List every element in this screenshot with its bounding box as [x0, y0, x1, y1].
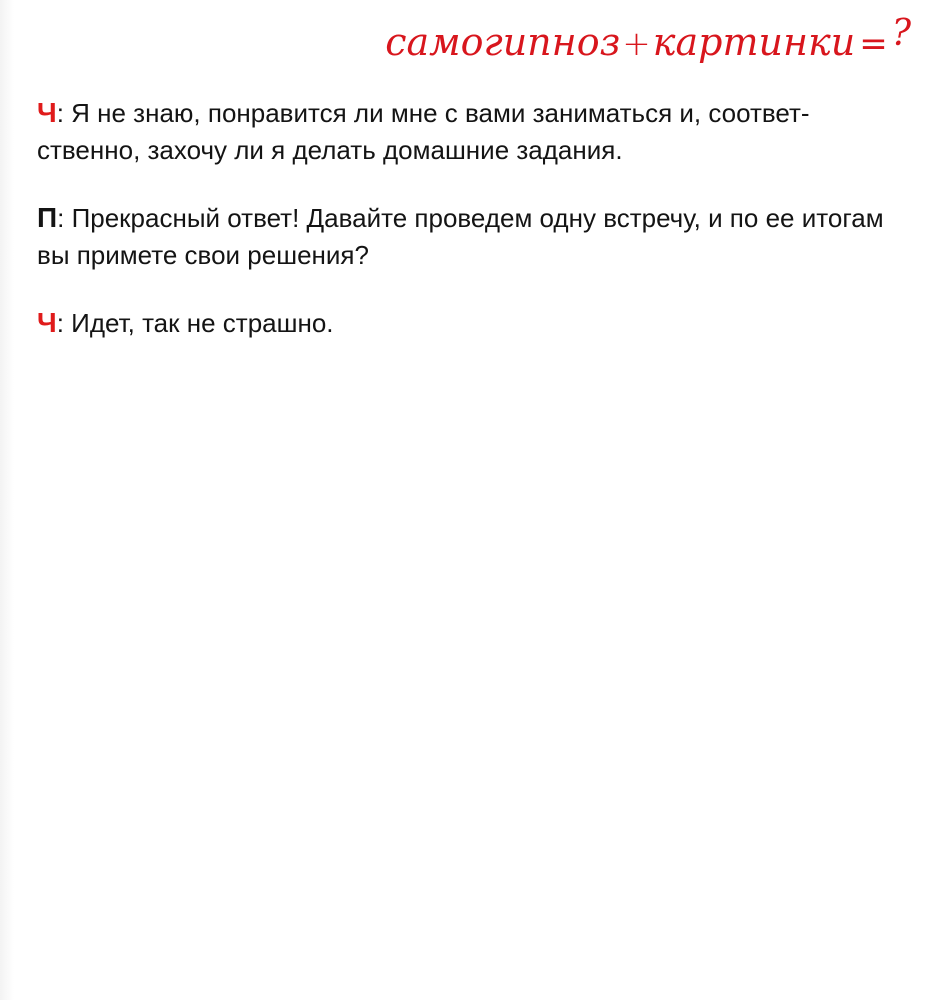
logo-equals-sign: =: [859, 24, 888, 64]
dialogue-text: : Я не знаю, понравится ли мне с вами заниматься и, соответ-ственно, захочу ли я делать домашние задания.: [37, 98, 810, 165]
speaker-label-client: Ч: [37, 307, 57, 338]
logo-question-mark: ?: [891, 13, 911, 54]
handwritten-logo: [385, 13, 911, 64]
dialogue-line-3: [37, 304, 897, 342]
logo-plus-sign: +: [622, 24, 651, 64]
dialogue: [37, 94, 897, 372]
speaker-label-client: Ч: [37, 97, 57, 128]
logo-word-self-hypnosis: самогипноз: [385, 20, 621, 64]
speaker-label-psychologist: П: [37, 202, 58, 233]
dialogue-line-1: [37, 94, 897, 169]
logo-word-pictures: картинки: [652, 20, 856, 64]
dialogue-text: : Прекрасный ответ! Давайте проведем одну встречу, и по ее итогам вы примете свои решения?: [37, 203, 884, 270]
dialogue-line-2: [37, 199, 897, 274]
dialogue-text: : Идет, так не страшно.: [56, 308, 334, 338]
